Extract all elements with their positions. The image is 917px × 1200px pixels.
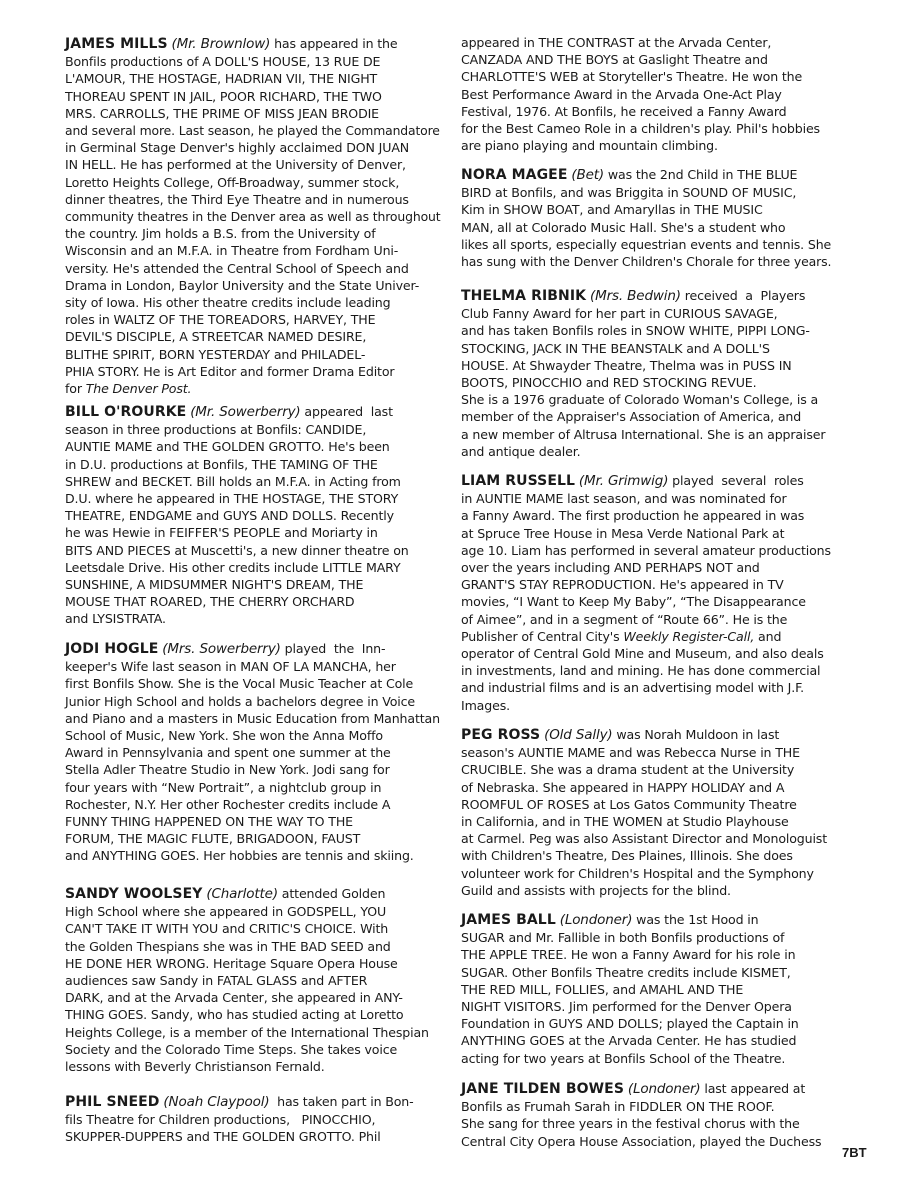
actor-name: SANDY WOOLSEY [65,886,203,902]
bio-line: MRS. CARROLLS, THE PRIME OF MISS JEAN BRODIE [65,105,379,121]
bio-line: MOUSE THAT ROARED, THE CHERRY ORCHARD [65,594,355,610]
bio-line: CANZADA AND THE BOYS at Gaslight Theatre and [461,52,768,68]
character-role: (Mr. Grimwig) [578,473,669,489]
bio-line: and industrial films and is an advertising model with J.F. [461,680,805,696]
bio-line: member of the Appraiser's Association of America, and [461,409,802,425]
bio-line: L'AMOUR, THE HOSTAGE, HADRIAN VII, THE NIGHT [65,71,378,87]
bio-james-mills [65,35,440,397]
bio-line: Kim in SHOW BOAT, and Amaryllas in THE MUSIC [461,202,763,218]
bio-line: and ANYTHING GOES. Her hobbies are tennis and skiing. [65,848,414,864]
bio-line: THE RED MILL, FOLLIES, and AMAHL AND THE [461,981,744,997]
actor-name: PHIL SNEED [65,1094,160,1110]
actor-name: JANE TILDEN BOWES [461,1081,625,1097]
bio-line: the Golden Thespians she was in THE BAD SEED and [65,938,391,954]
bio-bill-orourke [65,403,440,628]
character-role: (Bet) [571,167,605,183]
bio-line: Wisconsin and an M.F.A. in Theatre from Fordham Uni- [65,243,399,259]
bio-line: Society and the Colorado Time Steps. She takes voice [65,1041,398,1057]
bio-line: Junior High School and holds a bachelors degree in Voice [65,693,416,709]
bio-line: STOCKING, JACK IN THE BEANSTALK and A DOLL'S [461,340,770,356]
bio-line: for the Best Cameo Role in a children's play. Phil's hobbies [461,121,820,137]
bio-line: Festival, 1976. At Bonfils, he received a Fanny Award [461,103,787,119]
bio-first-line [461,1080,831,1098]
bio-line: and has taken Bonfils roles in SNOW WHITE, PIPPI LONG- [461,323,810,339]
bio-line: CAN'T TAKE IT WITH YOU and CRITIC'S CHOICE. With [65,921,389,937]
actor-name: JAMES BALL [461,912,556,928]
bio-line: dinner theatres, the Third Eye Theatre and in numerous [65,191,409,207]
bio-line: volunteer work for Children's Hospital and the Symphony [461,865,814,881]
bio-line: in Germinal Stage Denver's highly acclaimed DON JUAN [65,140,410,156]
bio-text: and [754,628,782,644]
bio-line: HE DONE HER WRONG. Heritage Square Opera House [65,955,398,971]
bio-line: roles in WALTZ OF THE TOREADORS, HARVEY, THE [65,312,376,328]
bio-first-line [461,472,831,490]
bio-line: DARK, and at the Arvada Center, she appeared in ANY- [65,990,403,1006]
bio-text: was Norah Muldoon in last [612,727,780,742]
bio-text: has appeared in the [270,36,398,51]
character-role: (Noah Claypool) [163,1094,270,1110]
bio-line: BOOTS, PINOCCHIO and RED STOCKING REVUE. [461,375,757,391]
character-role: (Londoner) [559,912,633,928]
bio-text: appeared last [300,404,393,419]
bio-line: in investments, land and mining. He has done commercial [461,663,821,679]
bio-line: Leetsdale Drive. His other credits include LITTLE MARY [65,559,401,575]
bio-line: BITS AND PIECES at Muscetti's, a new dinner theatre on [65,542,409,558]
bio-first-line [65,35,440,53]
bio-line: movies, “I Want to Keep My Baby”, “The Disappearance [461,594,806,610]
bio-text: played several roles [668,473,804,488]
bio-line: a new member of Altrusa International. She is an appraiser [461,426,826,442]
bio-line: She is a 1976 graduate of Colorado Woman's College, is a [461,392,819,408]
bio-text: received a Players [680,288,806,303]
bio-line: audiences saw Sandy in FATAL GLASS and AFTER [65,973,368,989]
bio-line: versity. He's attended the Central School of Speech and [65,260,409,276]
bio-line: appeared in THE CONTRAST at the Arvada Center, [461,35,772,50]
bio-line: and LYSISTRATA. [65,611,166,627]
bio-line: Heights College, is a member of the International Thespian [65,1024,429,1040]
bio-first-line [461,166,831,184]
bio-phil-sneed-continued [461,34,831,154]
bio-line: first Bonfils Show. She is the Vocal Music Teacher at Cole [65,676,414,692]
bio-line: Bonfils productions of A DOLL'S HOUSE, 13 RUE DE [65,54,381,70]
bio-thelma-ribnik [461,287,831,460]
bio-line: in California, and in THE WOMEN at Studio Playhouse [461,814,789,830]
bio-line: SUGAR and Mr. Fallible in both Bonfils productions of [461,930,785,946]
bio-line: age 10. Liam has performed in several amateur productions [461,542,831,558]
bio-line: ROOMFUL OF ROSES at Los Gatos Community Theatre [461,796,797,812]
bio-line: Best Performance Award in the Arvada One-Act Play [461,86,782,102]
bio-text: played the Inn- [280,641,386,656]
bio-line: of Aimee”, and in a segment of “Route 66”. He is the [461,611,788,627]
character-role: (Mrs. Bedwin) [590,288,681,304]
character-role: (Old Sally) [544,727,613,743]
bio-line: of Nebraska. She appeared in HAPPY HOLIDAY and A [461,779,785,795]
character-role: (Mr. Brownlow) [171,36,271,52]
bio-line: MAN, all at Colorado Music Hall. She's a student who [461,219,786,235]
bio-line: Stella Adler Theatre Studio in New York. Jodi sang for [65,762,390,778]
bio-line: Bonfils as Frumah Sarah in FIDDLER ON THE ROOF. [461,1099,775,1115]
bio-line: operator of Central Gold Mine and Museum, and also deals [461,646,824,662]
bio-line: CHARLOTTE'S WEB at Storyteller's Theatre. He won the [461,69,803,85]
bio-line: likes all sports, especially equestrian events and tennis. She [461,236,832,252]
bio-first-line [461,287,831,305]
bio-line: four years with “New Portrait”, a nightclub group in [65,779,382,795]
bio-line: and several more. Last season, he played the Commandatore [65,123,440,139]
bio-line: SHREW and BECKET. Bill holds an M.F.A. in Acting from [65,473,401,489]
bio-line: FORUM, THE MAGIC FLUTE, BRIGADOON, FAUST [65,831,361,847]
bio-line: Images. [461,697,510,713]
bio-line: IN HELL. He has performed at the University of Denver, [65,157,406,173]
publication-title: Weekly Register-Call, [623,628,755,644]
bio-line [461,628,831,645]
bio-line: in D.U. productions at Bonfils, THE TAMING OF THE [65,456,378,472]
character-role: (Mr. Sowerberry) [190,404,301,420]
actor-name: JODI HOGLE [65,641,159,657]
bio-line: School of Music, New York. She won the Anna Moffo [65,728,383,744]
bio-line: Award in Pennsylvania and spent one summer at the [65,745,391,761]
bio-nora-magee [461,166,831,270]
bio-line: PHIA STORY. He is Art Editor and former Drama Editor [65,363,395,379]
bio-line: the country. Jim holds a B.S. from the University of [65,226,376,242]
actor-name: NORA MAGEE [461,167,568,183]
actor-name: THELMA RIBNIK [461,288,587,304]
bio-text: was the 2nd Child in THE BLUE [604,167,798,182]
bio-text: for [65,381,86,397]
bio-line: ANYTHING GOES at the Arvada Center. He has studied [461,1033,797,1049]
bio-sandy-woolsey [65,885,440,1075]
bio-line: NIGHT VISITORS. Jim performed for the Denver Opera [461,999,792,1015]
bio-line: SUGAR. Other Bonfils Theatre credits include KISMET, [461,964,791,980]
character-role: (Charlotte) [206,886,278,902]
bio-line: a Fanny Award. The first production he appeared in was [461,508,805,524]
bio-line: has sung with the Denver Children's Chorale for three years. [461,254,832,270]
bio-line: Foundation in GUYS AND DOLLS; played the Captain in [461,1016,799,1032]
bio-line: Rochester, N.Y. Her other Rochester credits include A [65,796,391,812]
bio-line: in AUNTIE MAME last season, and was nominated for [461,491,787,507]
bio-line: GRANT'S STAY REPRODUCTION. He's appeared in TV [461,577,784,593]
bio-line: She sang for three years in the festival chorus with the [461,1116,800,1132]
bio-line: at Spruce Tree House in Mesa Verde National Park at [461,525,785,541]
bio-line: AUNTIE MAME and THE GOLDEN GROTTO. He's been [65,439,390,455]
actor-name: BILL O'ROURKE [65,404,187,420]
bio-line: Drama in London, Baylor University and the State Univer- [65,277,420,293]
bio-line: THOREAU SPENT IN JAIL, POOR RICHARD, THE TWO [65,88,382,104]
bio-line: THEATRE, ENDGAME and GUYS AND DOLLS. Recently [65,508,394,524]
bio-text: Publisher of Central City's [461,628,624,644]
bio-peg-ross [461,726,831,899]
bio-line [65,380,440,397]
bio-line: CRUCIBLE. She was a drama student at the University [461,762,795,778]
bio-james-ball [461,911,831,1067]
bio-text: last appeared at [700,1081,806,1096]
bio-line: D.U. where he appeared in THE HOSTAGE, THE STORY [65,491,399,507]
bio-line: community theatres in the Denver area as well as throughout [65,209,441,225]
bio-line: lessons with Beverly Christianson Fernald. [65,1059,325,1075]
bio-line: SUNSHINE, A MIDSUMMER NIGHT'S DREAM, THE [65,577,364,593]
actor-name: PEG ROSS [461,727,541,743]
bio-liam-russell [461,472,831,714]
bio-jane-tilden-bowes [461,1080,831,1150]
character-role: (Londoner) [627,1081,701,1097]
actor-name: LIAM RUSSELL [461,473,576,489]
bio-line: SKUPPER-DUPPERS and THE GOLDEN GROTTO. Phil [65,1129,381,1145]
bio-jodi-hogle [65,640,440,865]
bio-first-line [65,403,440,421]
bio-line: Loretto Heights College, Off-Broadway, summer stock, [65,174,400,190]
page-number: 7BT [842,1145,867,1160]
character-role: (Mrs. Sowerberry) [162,641,281,657]
bio-first-line [65,885,440,903]
bio-first-line [65,1093,440,1111]
bio-line: over the years including AND PERHAPS NOT and [461,560,760,576]
bio-line: HOUSE. At Shwayder Theatre, Thelma was in PUSS IN [461,357,792,373]
bio-text: has taken part in Bon- [269,1094,414,1109]
bio-line: at Carmel. Peg was also Assistant Director and Monologuist [461,831,828,847]
publication-title: The Denver Post. [85,381,192,397]
bio-line: and antique dealer. [461,443,581,459]
bio-line: BLITHE SPIRIT, BORN YESTERDAY and PHILADEL- [65,346,366,362]
bio-text: attended Golden [277,886,386,901]
bio-line: he was Hewie in FEIFFER'S PEOPLE and Moriarty in [65,525,378,541]
bio-line: DEVIL'S DISCIPLE, A STREETCAR NAMED DESIRE, [65,329,367,345]
bio-line: High School where she appeared in GODSPELL, YOU [65,904,387,920]
bio-line: fils Theatre for Children productions, PINOCCHIO, [65,1112,376,1128]
bio-line: keeper's Wife last season in MAN OF LA MANCHA, her [65,659,396,675]
bio-line: THE APPLE TREE. He won a Fanny Award for his role in [461,947,796,963]
bio-line: BIRD at Bonfils, and was Briggita in SOUND OF MUSIC, [461,185,797,201]
bio-line: with Children's Theatre, Des Plaines, Illinois. She does [461,848,793,864]
bio-phil-sneed [65,1093,440,1146]
bio-line: sity of Iowa. His other theatre credits include leading [65,295,391,311]
bio-line: season in three productions at Bonfils: CANDIDE, [65,422,367,438]
bio-line: Club Fanny Award for her part in CURIOUS SAVAGE, [461,306,778,322]
bio-text: was the 1st Hood in [632,912,759,927]
bio-line: season's AUNTIE MAME and was Rebecca Nurse in THE [461,745,800,761]
bio-line: THING GOES. Sandy, who has studied acting at Loretto [65,1007,404,1023]
bio-line: Central City Opera House Association, played the Duchess [461,1133,822,1149]
bio-line: are piano playing and mountain climbing. [461,138,718,154]
bio-line: acting for two years at Bonfils School of the Theatre. [461,1050,786,1066]
actor-name: JAMES MILLS [65,36,168,52]
bio-first-line [461,726,831,744]
bio-first-line [65,640,440,658]
bio-line: and Piano and a masters in Music Education from Manhattan [65,710,440,726]
bio-first-line [461,911,831,929]
bio-line: FUNNY THING HAPPENED ON THE WAY TO THE [65,814,353,830]
bio-line: Guild and assists with projects for the blind. [461,882,731,898]
